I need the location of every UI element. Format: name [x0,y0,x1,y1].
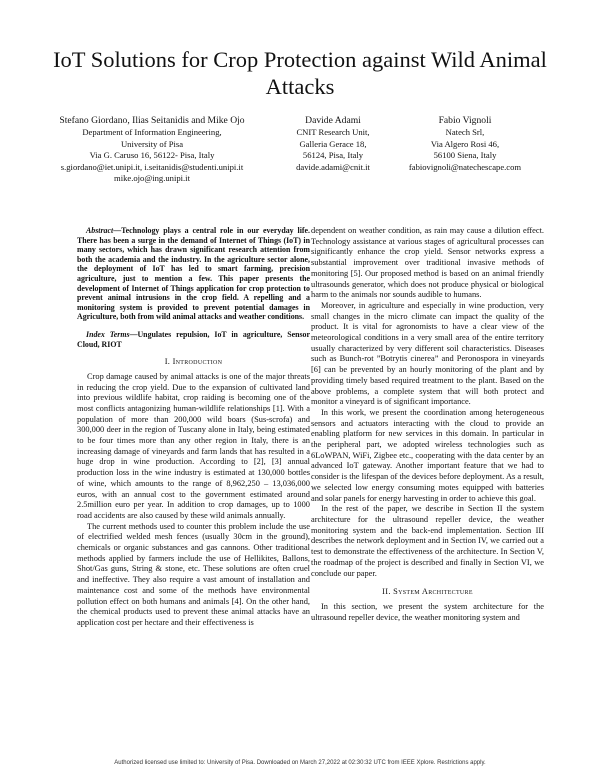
body-paragraph: dependent on weather condition, as rain may cause a dilution effect. Technology assistance at various stages of agricultural processes can significantly enhance the crop yield. Sensor networks express a substantial improvement over traditional invasive methods of monitoring [5]. Our proposed method is based on an animal friendly ultrasounds generator, which does not produce physical or biological harm to the animals nor sounds audible to humans. [311,226,544,300]
body-paragraph: In the rest of the paper, we describe in Section II the system architecture for the ultrasound repeller device, the weather monitoring system and the back-end implementation. Section III describes the network deployment and in Section IV, we carried out a test to demonstrate the effectiveness of the architecture. In Section V, the roadmap of the project is described and finally in Section VI, we conclude our paper. [311,504,544,578]
address-line: Via G. Caruso 16, 56122- Pisa, Italy [89,150,215,161]
body-paragraph: Moreover, in agriculture and especially in wine production, very small changes in the micro climate can impact the quality of the product. It is vital for agronomists to have a clear view of the meteorological conditions in a very small area of the entire territory usually characterized by very different soil characteristics. Diseases such as Bunch-rot ”Botrytis cinerea” and Peronospora in vineyards [6] can be prevented by an hourly monitoring of the plant and by providing timely based required treatment to the plant. Based on the above problems, a complete system that will both protect and monitor a vineyard is of significant importance. [311,300,544,407]
author-group-pisa [52,114,252,185]
license-footer: Authorized licensed use limited to: University of Pisa. Downloaded on March 27,2022 at 02:30:32 UTC from IEEE Xplore. Restrictions apply. [114,760,486,766]
abstract-label: Abstract [86,226,114,235]
email-line: davide.adami@cnit.it [296,161,370,172]
index-terms [77,330,310,349]
author-group-natech [392,114,538,173]
address-line: Via Algero Rosi 46, [430,138,500,149]
author-names: Stefano Giordano, Ilias Seitanidis and Mike Ojo [59,115,245,126]
address-line: 56100 Siena, Italy [433,150,497,161]
email-line: fabiovignoli@natechescape.com [408,161,522,172]
paper-title: IoT Solutions for Crop Protection against Wild Animal Attacks [53,47,547,99]
left-column [77,226,310,629]
section-heading-system-architecture: II. System Architecture [382,587,473,597]
body-paragraph: Crop damage caused by animal attacks is one of the major threats in reducing the crop yield. Due to the expansion of cultivated land into previous wildlife habitat, crop raiding is becoming one of the most conflicts antagonizing human-wildlife relationships [1]. With a population of more than 200,000 wild boars (Sus-scrofa) and 300,000 deer in the region of Tuscany alone in Italy, being estimated to be four times more than any other region in Italy, there is an increasing damage of vineyards and farm lands that has resulted in a huge drop in wine production. According to [2], [3] annual production loss in the wine industry is estimated at 130,000 bottles of wine, which amounts to the range of 8,962,250 – 13,036,000 euros, with an annual cost to the government estimated around 2.5million euro per year. In addition to crop damages, up to 1000 road accidents are also caused by these wild animals annually. [77,371,310,520]
author-group-cnit [270,114,396,173]
abstract-text: —Technology plays a central role in our everyday life. There has been a surge in the demand of Internet of Things (IoT) in many sectors, which has drawn significant research attention from both the academia and the industry. In the agriculture sector alone, the deployment of IoT has led to smart farming, precision agriculture, just to mention a few. This paper presents the development of Internet of Things application for crop protection to prevent animal intrusions in the crop field. A repelling and a monitoring system is provided to prevent potential damages in Agriculture, both from wild animal attacks and weather conditions. [77,226,310,322]
email-line: mike.ojo@ing.unipi.it [114,173,190,184]
index-terms-label: Index Terms [86,329,130,339]
body-paragraph: In this work, we present the coordination among heterogeneous sensors and actuators interacting with the cloud to provide an enabling platform for new services in this domain. In particular in the peripheral part, we adopted wireless technologies such as 6LoWPAN, WiFi, Zigbee etc., cooperating with the data center by an advanced IoT gateway. Another important feature that we had to consider is the lifespan of the devices before deployment. As a result, we selected low energy consuming motes equipped with batteries and solar panels for energy harvesting in order to achieve this goal. [311,407,544,503]
affiliation-line: University of Pisa [120,138,184,149]
affiliation-line: Department of Information Engineering, [82,127,222,137]
author-names: Davide Adami [305,115,361,126]
right-column [311,226,544,623]
address-line: 56124, Pisa, Italy [302,150,364,161]
email-line: s.giordano@iet.unipi.it, i.seitanidis@studenti.unipi.it [60,161,244,172]
body-paragraph: In this section, we present the system architecture for the ultrasound repeller device, the weather monitoring system and [311,601,544,622]
abstract [77,226,310,322]
affiliation-line: CNIT Research Unit, [296,127,370,137]
author-names: Fabio Vignoli [438,115,492,126]
index-terms-text: —Ungulates repulsion, IoT in agriculture, Sensor Cloud, RIOT [77,329,310,349]
address-line: Galleria Gerace 18, [299,138,367,149]
body-paragraph: The current methods used to counter this problem include the use of electrified welded mesh fences (usually 30cm in the ground), chemicals or organic substances and gas cannons. Other traditional methods applied by farmers include the use of Hellikites, Ballons, Shot/Gas guns, String & stone, etc. These solutions are often cruel and ineffective. They also require a vast amount of installation and maintenance cost and some of the methods have environmental pollution effect on both humans and animals [4]. On the other hand, the chemical products used to prevent these animal attacks have an application cost per hectare and their effectiveness is [77,521,310,627]
affiliation-line: Natech Srl, [445,127,485,137]
section-heading-introduction: I. Introduction [164,357,223,367]
